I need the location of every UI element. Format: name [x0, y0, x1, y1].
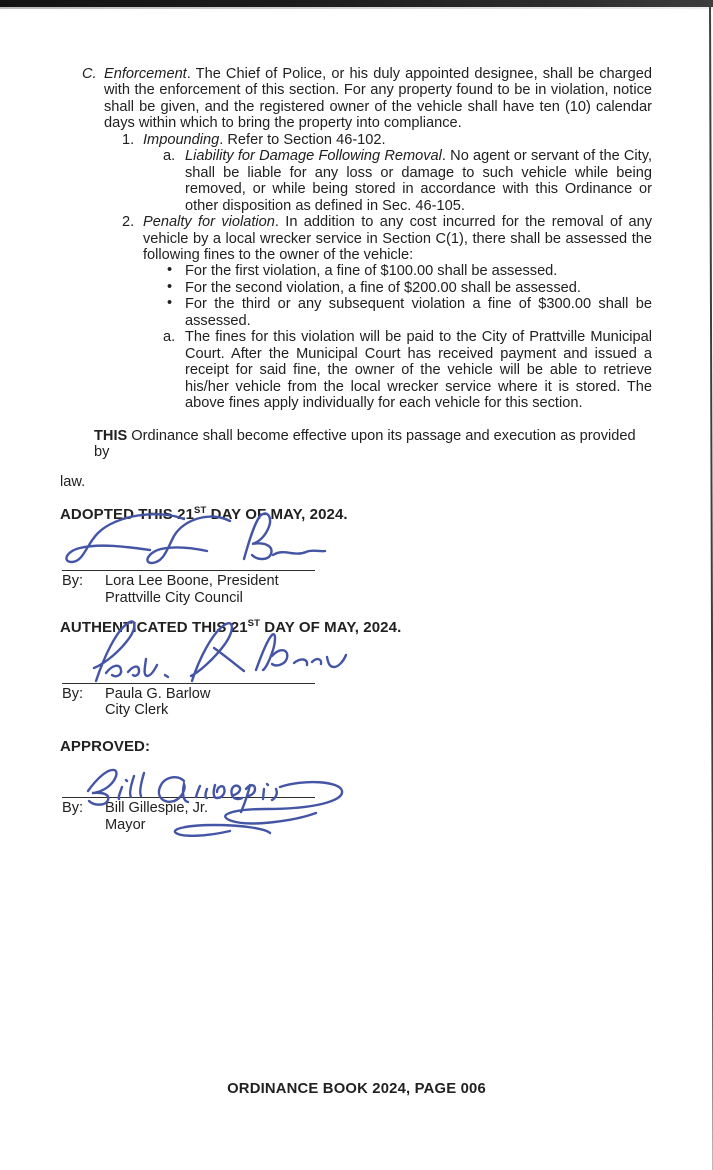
penalty-title: Penalty for violation: [143, 214, 275, 231]
fine-bullet-first: [60, 263, 652, 279]
fine-bullet-second: [60, 280, 652, 296]
signer-title-president: Prattville City Council: [105, 589, 243, 606]
fine-second-text: For the second violation, a fine of $200.00 shall be assessed.: [185, 279, 581, 296]
bullet-icon: •: [167, 295, 173, 312]
effective-text: Ordinance shall become effective upon its passage and execution as provided by: [94, 427, 636, 460]
authenticated-heading-text: AUTHENTICATED THIS 21: [60, 619, 248, 637]
signature-by-row: [60, 686, 652, 702]
scan-artifact-top-bar: [0, 0, 713, 7]
by-label: By:: [62, 800, 84, 817]
signature-line-mayor: [62, 797, 315, 798]
paragraph-liability: [60, 148, 652, 214]
signer-title-mayor: Mayor: [105, 816, 146, 833]
by-label: By:: [62, 685, 84, 702]
enforcement-title: Enforcement: [104, 66, 187, 82]
impounding-title: Impounding: [143, 131, 220, 148]
penalty-text: . In addition to any cost incurred for the removal of any vehicle by a local wrecker service in Section C(1), there shall be assessed the following fines to the owner of the vehicle:: [143, 214, 652, 263]
paragraph-impounding: [60, 132, 652, 148]
list-label-c: C.: [82, 66, 97, 82]
fines-payment-text: The fines for this violation will be paid to the City of Prattville Municipal Court. After the Municipal Court has received payment and issued a receipt for said fine, the owner of the vehicle will be able to retrieve his/her vehicle from the local wrecker service where it is stored. The above fines apply individually for each vehicle for this section.: [185, 329, 652, 412]
signer-name-president: Lora Lee Boone, President: [105, 573, 279, 590]
ordinance-book-footer: ORDINANCE BOOK 2024, PAGE 006: [227, 1081, 486, 1097]
fine-third-text: For the third or any subsequent violation a fine of $300.00 shall be assessed.: [185, 296, 652, 329]
authenticated-heading: [60, 620, 652, 636]
enforcement-text: . The Chief of Police, or his duly appointed designee, shall be charged with the enforcement of this section. For any property found to be in violation, notice shall be given, and the registered owner of the vehicle shall have ten (10) calendar days within which to bring the property into compliance.: [104, 66, 652, 132]
by-label: By:: [62, 573, 84, 590]
fine-bullet-third: [60, 296, 652, 329]
scan-artifact-right-edge: [709, 0, 713, 1170]
signer-name-mayor: Bill Gillespie, Jr.: [105, 800, 208, 817]
paragraph-fines-payment: [60, 329, 652, 411]
effective-bold: THIS: [94, 427, 128, 444]
authenticated-heading-date: DAY OF MAY, 2024.: [260, 619, 402, 637]
adopted-heading-date: DAY OF MAY, 2024.: [206, 505, 348, 523]
signature-line-clerk: [62, 683, 315, 684]
adopted-superscript: ST: [194, 504, 207, 516]
signature-block-president: [60, 523, 652, 606]
authenticated-superscript: ST: [247, 618, 261, 630]
signature-by-row: [60, 800, 652, 816]
adopted-heading: [60, 504, 652, 523]
signature-block-mayor: [60, 755, 652, 833]
liability-text: . No agent or servant of the City, shall be liable for any loss or damage to such vehicle while being removed, or while being stored in accordance with this Ordinance or other disposition as defined in Sec. 46-105.: [185, 148, 652, 214]
signer-name-clerk: Paula G. Barlow: [105, 685, 211, 702]
fine-first-text: For the first violation, a fine of $100.00 shall be assessed.: [185, 263, 558, 280]
bullet-icon: •: [167, 278, 173, 295]
liability-title: Liability for Damage Following Removal: [185, 148, 442, 165]
paragraph-penalty: [60, 214, 652, 263]
paragraph-enforcement: [60, 66, 652, 132]
paragraph-law: law.: [60, 474, 86, 491]
list-label-1: 1.: [122, 131, 135, 148]
signature-by-row: [60, 573, 652, 589]
approved-heading: APPROVED:: [60, 737, 151, 755]
signer-title-clerk: City Clerk: [105, 702, 169, 719]
impounding-text: . Refer to Section 46-102.: [219, 131, 386, 148]
list-label-2: 2.: [122, 214, 135, 231]
paragraph-effective: [60, 428, 652, 461]
document-body: [60, 66, 652, 833]
signature-block-clerk: [60, 637, 652, 719]
list-label-1a: a.: [163, 148, 176, 165]
signature-line-president: [62, 570, 315, 571]
list-label-2a: a.: [163, 329, 176, 346]
bullet-icon: •: [167, 262, 173, 279]
adopted-heading-text: ADOPTED THIS 21: [60, 505, 195, 523]
